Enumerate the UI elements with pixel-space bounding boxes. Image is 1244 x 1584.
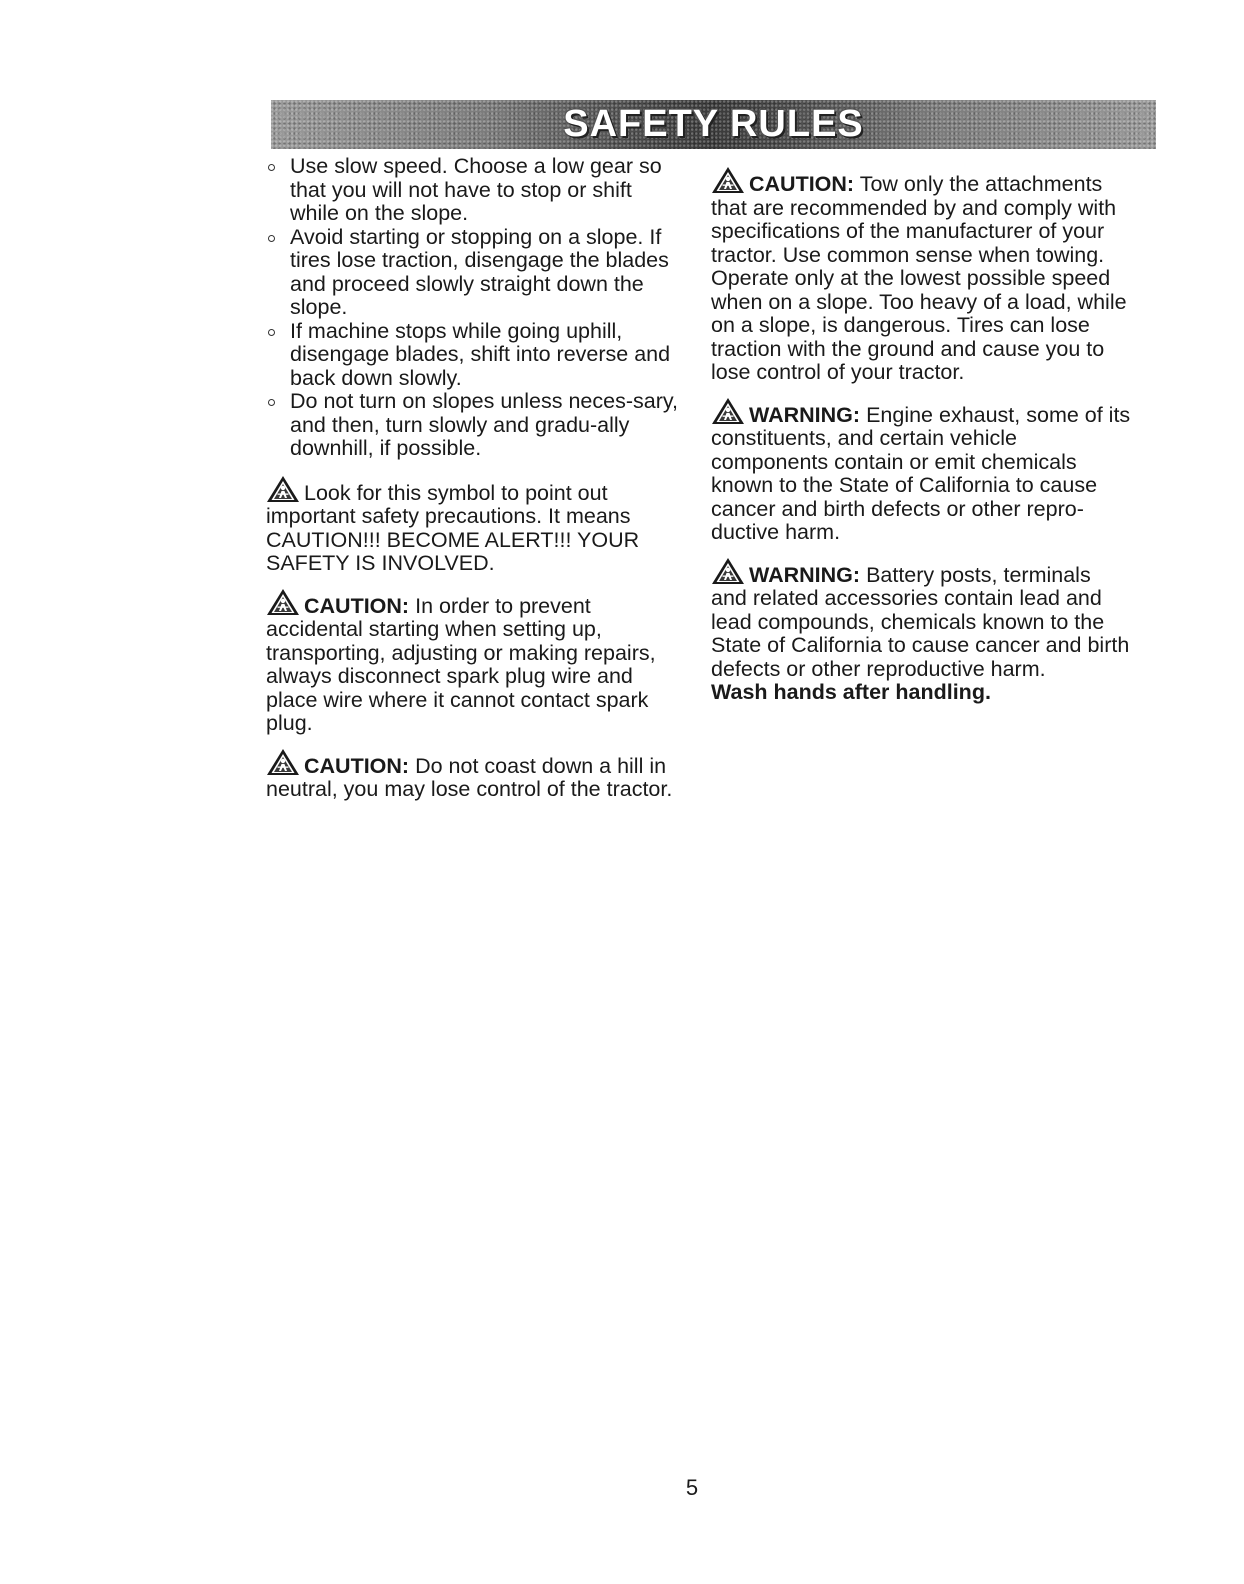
caution-towing: CAUTION: Tow only the attachments that are recommended by and comply with specifications of the manufacturer of your tractor. Use common sense when towing. Operate only at the lowest possible speed when on a slope. Too heavy of a load, while on a slope, is dangerous. Tires can lose traction with the ground and cause you to lose control of your tractor. [711,166,1131,385]
warning-battery-lead: WARNING: Battery posts, terminals and related accessories contain lead and lead compounds, chemicals known to the State of California to cause cancer and birth defects or other reproductive harm. Wash hands after handling. [711,557,1131,705]
bullet-icon [268,164,275,171]
bullet-icon [268,329,275,336]
symbol-note: Look for this symbol to point out important safety precautions. It means CAUTION!!! BECOME ALERT!!! YOUR SAFETY IS INVOLVED. [266,475,686,576]
bullet-icon [268,235,275,242]
page-number: 5 [685,1475,699,1500]
right-column [711,166,1131,717]
slope-rules-list [266,155,686,461]
list-item: Use slow speed. Choose a low gear so that you will not have to stop or shift while on the slope. [266,155,686,226]
caution-label: CAUTION: [304,753,410,778]
safety-rules-banner [271,100,1156,149]
safety-alert-icon [266,748,300,776]
caution-label: CAUTION: [749,172,855,196]
caution-spark-plug: CAUTION: In order to prevent accidental starting when setting up, transporting, adjusting or making repairs, always disconnect spark plug wire and place wire where it cannot contact spark plug. [266,588,686,736]
warning-label: WARNING: [749,562,861,587]
list-item: If machine stops while going uphill, disengage blades, shift into reverse and back down slowly. [266,320,686,391]
list-item: Do not turn on slopes unless neces-sary, and then, turn slowly and gradu-ally downhill, if possible. [266,390,686,461]
left-column [266,155,686,814]
safety-alert-icon [266,588,300,616]
page-title: SAFETY RULES [563,103,864,145]
safety-alert-icon [266,475,300,503]
caution-label: CAUTION: [304,593,410,618]
wash-hands-note: Wash hands after handling. [711,680,991,704]
bullet-icon [268,399,275,406]
warning-label: WARNING: [749,402,861,427]
list-item: Avoid starting or stopping on a slope. If tires lose traction, disengage the blades and proceed slowly straight down the slope. [266,226,686,320]
safety-alert-icon [711,397,745,425]
warning-exhaust: WARNING: Engine exhaust, some of its constituents, and certain vehicle components contain or emit chemicals known to the State of California to cause cancer and birth defects or other repro-ductive harm. [711,397,1131,545]
caution-coasting: CAUTION: Do not coast down a hill in neutral, you may lose control of the tractor. [266,748,686,802]
safety-alert-icon [711,557,745,585]
safety-alert-icon [711,166,745,194]
